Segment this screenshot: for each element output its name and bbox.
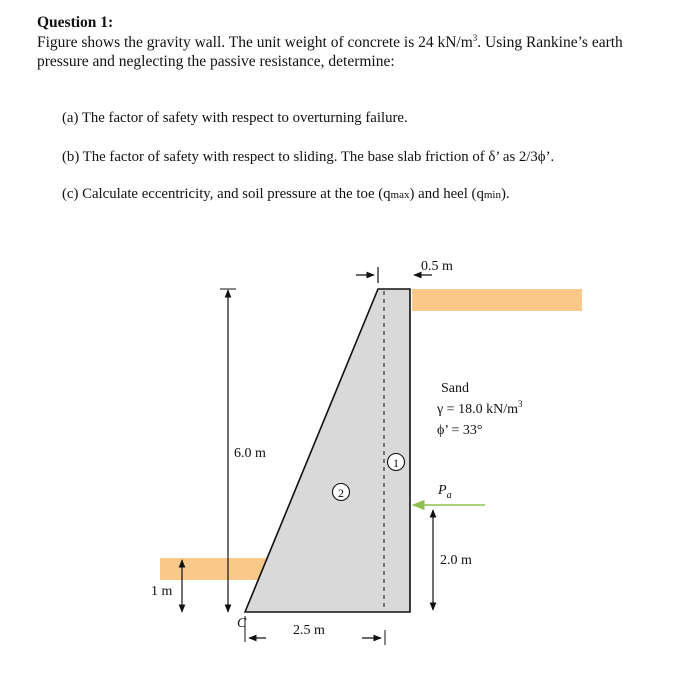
soil-unit-weight [436, 399, 523, 417]
item-c-mid: ) and heel (q [409, 186, 484, 202]
front-soil-band [160, 558, 270, 580]
question-body-pre: Figure shows the gravity wall. The unit weight of concrete is 24 kN/m [37, 34, 473, 51]
height-label: 6.0 m [234, 446, 266, 461]
question-body-post: . Using Rankine’s earth pressure and neglecting the passive resistance, determine: [37, 34, 623, 70]
soil-name: Sand [441, 381, 469, 396]
soil-unit-weight-text: γ = 18.0 kN/m [437, 402, 518, 417]
active-force-letter: P [438, 483, 447, 498]
question-body-sup: 3 [472, 32, 478, 43]
soil-unit-weight-sup: 3 [517, 399, 523, 409]
soil-friction-angle: ϕ’ = 33° [437, 423, 483, 438]
item-c-sub-max: max [390, 189, 410, 201]
force-height-label: 2.0 m [440, 553, 472, 568]
item-c-post: ). [501, 186, 510, 202]
question-title: Question 1: [37, 14, 114, 31]
top-width-label: 0.5 m [421, 259, 453, 274]
active-force-subscript: a [446, 490, 452, 501]
backfill-soil-band [412, 289, 582, 311]
base-label: 2.5 m [293, 623, 325, 638]
item-c-sub-min: min [483, 189, 501, 201]
item-b: (b) The factor of safety with respect to sliding. The base slab friction of δ’ as 2/3ϕ’. [62, 149, 555, 165]
section-2-label: 2 [338, 486, 344, 500]
wall-body [245, 289, 410, 612]
section-1-label: 1 [393, 456, 399, 470]
active-force-label [437, 483, 452, 501]
item-c-pre: (c) Calculate eccentricity, and soil pressure at the toe (q [62, 186, 391, 202]
front-depth-label: 1 m [151, 584, 173, 599]
item-a: (a) The factor of safety with respect to overturning failure. [62, 110, 408, 126]
toe-label: C [237, 616, 247, 631]
